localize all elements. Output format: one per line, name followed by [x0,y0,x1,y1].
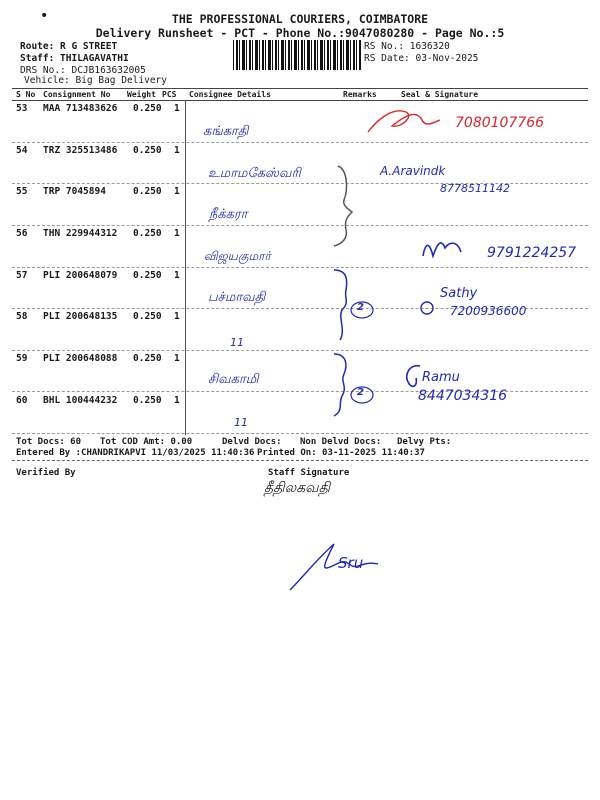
row-weight: 0.250 [133,311,162,322]
row-separator [12,142,588,143]
remarks-brackets [330,160,380,420]
bottom-signature: Sru [338,554,364,572]
row-pcs: 1 [174,353,180,364]
row-pcs: 1 [174,270,180,281]
row-pcs: 1 [174,311,180,322]
signature-name: A.Aravindk [380,164,446,178]
handwritten-consignee: உமாமகேஸ்வரி [208,166,301,181]
row-weight: 0.250 [133,395,162,406]
row-consignment: TRZ 325513486 [43,145,118,156]
handwritten-consignee: விஜயகுமார் [204,249,271,263]
staff-signature-label: Staff Signature [268,468,350,478]
table-header-rule [12,100,588,101]
remarks-count: 2 [357,302,364,313]
row-consignment: MAA 713483626 [43,103,118,114]
signature-phone: 8778511142 [440,182,510,195]
row-sno: 55 [16,186,28,197]
handwritten-consignee: நீக்கரா [209,207,248,222]
col-pcs: PCS [162,90,177,99]
signature-scribble [415,234,475,264]
signature-phone: 7200936600 [450,304,527,318]
row-sno: 53 [16,103,28,114]
row-consignment: PLI 200648135 [43,311,118,322]
ink-dot: • [40,8,49,24]
signature-phone: 7080107766 [455,115,545,131]
handwritten-consignee: சிவகாமி [208,372,259,387]
row-consignment: TRP 7045894 [43,186,106,197]
company-name: THE PROFESSIONAL COURIERS, COIMBATORE [171,12,429,26]
row-weight: 0.250 [133,270,162,281]
signature-phone: 8447034316 [418,388,508,404]
row-sno: 57 [16,270,28,281]
row-pcs: 1 [174,228,180,239]
row-separator [12,350,588,351]
row-sno: 54 [16,145,28,156]
row-consignment: PLI 200648079 [43,270,118,281]
signature-name: Sathy [440,286,478,301]
col-consignee: Consignee Details [189,90,271,99]
barcode-image [233,40,361,70]
row-separator [12,433,588,434]
row-separator [12,225,588,226]
row-sno: 58 [16,311,28,322]
staff-label: Staff: THILAGAVATHI [20,53,129,64]
route-label: Route: R G STREET [20,41,118,52]
col-remarks: Remarks [343,90,377,99]
drs-number: DRS No.: DCJB163632005 [20,65,146,76]
staff-signature: தீதிலகவதி [264,480,331,496]
signature-scribble [362,104,458,140]
signature-scribble [288,538,384,596]
row-consignment: BHL 100444232 [43,395,118,406]
table-top-rule [12,88,588,89]
footer-rule [12,460,588,461]
handwritten-consignee: 11 [230,336,244,349]
entered-by: Entered By :CHANDRIKAPVI 11/03/2025 11:40:36 [16,448,255,458]
verified-by: Verified By [16,468,76,478]
remarks-count: 2 [357,387,364,398]
delivered-docs: Delvd Docs: [222,437,282,447]
handwritten-consignee: 11 [234,416,248,429]
printed-on: Printed On: 03-11-2025 11:40:37 [257,448,425,458]
col-seal: Seal & Signature [401,90,479,99]
signature-phone: 9791224257 [487,245,577,261]
delivery-points: Delvy Pts: [397,437,452,447]
row-pcs: 1 [174,186,180,197]
row-separator [12,267,588,268]
row-sno: 56 [16,228,28,239]
row-weight: 0.250 [133,103,162,114]
handwritten-consignee: கங்காதி [203,124,249,139]
col-consignment: Consignment No [43,90,111,99]
row-pcs: 1 [174,103,180,114]
rs-date: RS Date: 03-Nov-2025 [364,53,479,64]
row-weight: 0.250 [133,228,162,239]
row-consignment: PLI 200648088 [43,353,118,364]
row-sno: 59 [16,353,28,364]
row-sno: 60 [16,395,28,406]
total-cod-amount: Tot COD Amt: 0.00 [100,437,193,447]
rs-number: RS No.: 1636320 [364,41,450,52]
non-delivered-docs: Non Delvd Docs: [300,437,382,447]
row-weight: 0.250 [133,145,162,156]
col-weight: Weight [127,90,156,99]
row-pcs: 1 [174,395,180,406]
col-sno: S No [16,90,36,99]
row-weight: 0.250 [133,353,162,364]
vehicle-label: Vehicle: Big Bag Delivery [24,75,167,86]
row-pcs: 1 [174,145,180,156]
signature-name: Ramu [422,370,460,385]
row-consignment: THN 229944312 [43,228,118,239]
total-docs: Tot Docs: 60 [16,437,82,447]
handwritten-consignee: பச்மாவதி [208,290,266,305]
runsheet-title: Delivery Runsheet - PCT - Phone No.:9047080280 - Page No.:5 [95,26,505,40]
row-weight: 0.250 [133,186,162,197]
